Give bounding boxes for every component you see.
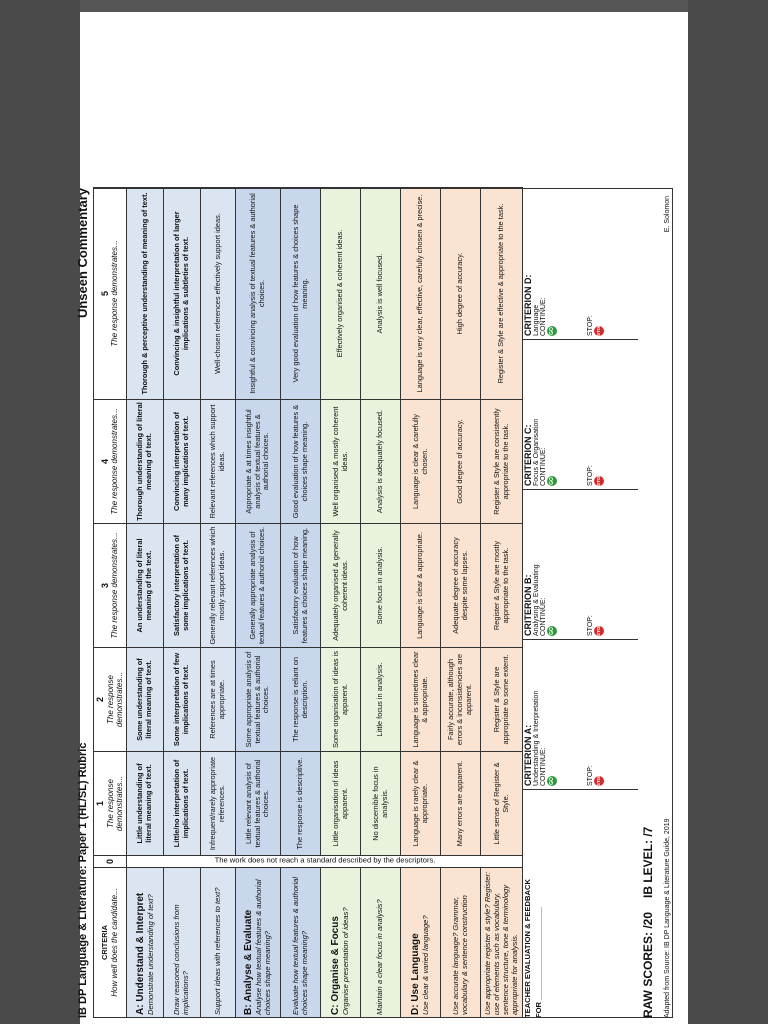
criterion-c-q1 [361,868,401,1018]
stop-label: STOP: [587,465,594,486]
criterion-c-desc: Organise presentation of ideas? [341,907,350,1015]
author-note: E. Solomon [664,196,671,233]
cell: Some focus in analysis. [361,524,401,648]
cell: Satisfactory interpretation of some implications of text. [164,524,201,648]
stop-icon: STOP [594,326,604,336]
cell: Some appropriate analysis of textual features & authorial choices. [236,648,281,752]
cell: Generally relevant references which mostly support ideas. [201,524,236,648]
go-icon: GO [549,327,555,335]
level-5-header [94,188,127,400]
cell: Register & Style are mostly appropriate to the task. [481,524,523,648]
cell: Little organisation of ideas apparent. [321,752,361,856]
cell: Language is very clear, effective, carefully chosen & precise. [401,188,441,400]
stop-icon: STOP [594,476,604,486]
go-icon: GO [549,627,555,635]
criteria-header [94,868,127,1018]
criterion-d-heading: D: Use Language [410,933,422,1015]
cell: The response is reliant on description. [281,648,321,752]
level-2-header [94,648,127,752]
question-text: Use appropriate register & style? Register: use of elements such as vocabulary, sentence structure, tone & terminology appropriate for analysis. [482,871,519,1015]
demonstrates-text: The response demonstrates... [105,671,125,728]
criterion-a-q1 [164,868,201,1018]
criterion-box-sub: Language [533,304,540,336]
continue-label: CONTINUE: [540,297,547,336]
level-0-header [94,856,127,868]
criterion-d-desc: Use clear & varied language? [421,915,430,1015]
criterion-box-title: CRITERION D: [523,274,533,336]
level-4: 4 [99,459,110,465]
level-5: 5 [99,291,110,297]
teacher-feedback: TEACHER EVALUATION & FEEDBACK FOR ______________________ [523,798,543,1018]
source-note: Adapted from Source: IB DP Language & Literature Guide, 2019 [664,818,671,1018]
stop-label: STOP: [587,315,594,336]
cell: The response is descriptive. [281,752,321,856]
cell: Good degree of accuracy. [441,400,481,524]
cell: Register & Style are consistently appropriate to the task. [481,400,523,524]
row-a1 [127,188,164,1018]
cell: Some understanding of literal meaning of text. [127,648,164,752]
cell: Language is rarely clear & appropriate. [401,752,441,856]
row-a3 [201,188,236,1018]
cell: Infrequent/rarely appropriate references. [201,752,236,856]
criterion-box-sub: Focus & Organisation [533,418,540,486]
criterion-a-box [523,645,638,790]
row-c1 [321,188,361,1018]
level-3: 3 [99,583,110,589]
header-row [94,188,127,1018]
criteria-sub: How well does the candidate... [109,888,119,997]
level-4-header [94,400,127,524]
stop-icon: STOP [594,626,604,636]
criterion-d-q1 [441,868,481,1018]
row-d3 [481,188,523,1018]
stop-label: STOP: [587,765,594,786]
cell: Analysis is adequately focused. [361,400,401,524]
question-text: Evaluate how textual features & authorial choices shape meaning? [290,876,309,1015]
demonstrates-text: The response demonstrates... [110,240,120,347]
rubric-table [93,187,523,1018]
cell: Little understanding of literal meaning of text. [127,752,164,856]
cell: Satisfactory evaluation of how features & choices shape meaning. [281,524,321,648]
criterion-a-q2 [201,868,236,1018]
level-2: 2 [95,697,105,703]
cell: Many errors are apparent. [441,752,481,856]
feedback-section [523,188,673,1018]
go-icon: GO [549,777,555,785]
cell: Analysis is well focused. [361,188,401,400]
continue-label: CONTINUE: [540,747,547,786]
level-1-header [94,752,127,856]
go-icon: GO [549,477,555,485]
criterion-box-sub: Analysing & Evaluating [533,564,540,636]
cell: Relevant references which support ideas. [201,400,236,524]
cell: Convincing & insightful interpretation of larger implications & subtleties of text. [164,188,201,400]
criterion-b-heading: B: Analyse & Evaluate [243,909,255,1015]
cell: Some organisation of ideas is apparent. [321,648,361,752]
criterion-a-heading: A: Understand & Interpret [134,892,146,1015]
level-0: 0 [104,859,115,865]
level-1: 1 [95,801,105,807]
criterion-d-q2 [481,868,523,1018]
criterion-box-title: CRITERION C: [523,424,533,486]
cell: Convincing interpretation of many implications of text. [164,400,201,524]
cell: Adequately organised & generally coherent ideas. [321,524,361,648]
cell: Little sense of Register & Style. [481,752,523,856]
row-b1 [236,188,281,1018]
question-text: Maintain a clear focus in analysis? [375,899,385,1015]
demonstrates-text: The response demonstrates... [110,532,120,639]
cell: Fairly accurate, although errors & inconsistencies are apparent. [441,648,481,752]
question-text: Support ideas with references to text? [212,887,222,1015]
criterion-b-title [236,868,281,1018]
level-0-column [127,856,523,868]
ib-level: IB LEVEL: /7 [641,826,655,898]
cell: Appropriate & at times insightful analysis of textual features & authorial choices. [236,400,281,524]
cell: Some interpretation of few implications of text. [164,648,201,752]
stop-label: STOP: [587,615,594,636]
cell: Adequate degree of accuracy despite some lapses. [441,524,481,648]
cell: Language is sometimes clear & appropriate. [401,648,441,752]
cell: Insightful & convincing analysis of textual features & authorial choices. [236,188,281,400]
level-0-text: The work does not reach a standard described by the descriptors. [214,856,435,866]
cell: Good evaluation of how features & choices shape meaning. [281,400,321,524]
question-text: Draw reasoned conclusions from implications? [172,904,191,1015]
cell: Effectively organised & coherent ideas. [321,188,361,400]
criterion-c-title [321,868,361,1018]
row-a2 [164,188,201,1018]
cell: No discernible focus in analysis. [361,752,401,856]
document-page [75,12,688,1024]
teacher-feedback-title: TEACHER EVALUATION & FEEDBACK [523,879,532,1018]
cell: Well-chosen references effectively support ideas. [201,188,236,400]
demonstrates-text: The response demonstrates... [110,408,120,515]
for-label: FOR [534,1001,543,1018]
rotated-content [75,188,683,1018]
continue-label: CONTINUE: [540,447,547,486]
cell: Language is clear & carefully chosen. [401,400,441,524]
cell: References are at times appropriate. [201,648,236,752]
left-dark-margin [0,0,80,1024]
cell: Very good evaluation of how features & choices shape meaning. [281,188,321,400]
row-d2 [441,188,481,1018]
cell: Little relevant analysis of textual features & authorial choices. [236,752,281,856]
cell: Language is clear & appropriate. [401,524,441,648]
cell: Little focus in analysis. [361,648,401,752]
row-d1 [401,188,441,1018]
criterion-d-title [401,868,441,1018]
cell: Little/no interpretation of implications of text. [164,752,201,856]
raw-scores: RAW SCORES: /20 [641,911,655,1018]
right-dark-margin [688,0,768,1024]
doc-subtitle: Unseen Commentary [75,188,90,319]
criterion-b-q1 [281,868,321,1018]
level-3-header [94,524,127,648]
criterion-box-sub: Understanding & Interpretation [533,690,540,786]
criterion-d-box [523,195,638,340]
criteria-label: CRITERIA [99,925,109,960]
cell: High degree of accuracy. [441,188,481,400]
cell: An understanding of literal meaning of the text. [127,524,164,648]
criterion-b-box [523,495,638,640]
criterion-box-title: CRITERION B: [523,574,533,636]
row-b2 [281,188,321,1018]
cell: Thorough & perceptive understanding of meaning of text. [127,188,164,400]
row-c2 [361,188,401,1018]
criterion-a-desc: Demonstrate understanding of text? [145,894,155,1015]
demonstrates-text: The response demonstrates... [105,775,125,832]
cell: Register & Style are effective & appropriate to the task. [481,188,523,400]
criterion-box-title: CRITERION A: [523,724,533,786]
question-text: Use accurate language? Grammar, vocabulary & sentence construction [450,895,469,1015]
criterion-b-desc: Analyse how textual features & authorial choices shape meaning? [254,879,272,1015]
criterion-a-title [127,868,164,1018]
cell: Thorough understanding of literal meaning of text. [127,400,164,524]
top-dark-bar [80,0,688,12]
doc-title: IB DP Language & Literature: Paper 1 (HL/SL) Rubric [77,742,89,1018]
cell: Well organised & mostly coherent ideas. [321,400,361,524]
cell: Generally appropriate analysis of textual features & authorial choices. [236,524,281,648]
criterion-c-box [523,345,638,490]
criterion-c-heading: C: Organise & Focus [330,916,342,1015]
stop-icon: STOP [594,776,604,786]
continue-label: CONTINUE: [540,597,547,636]
cell: Register & Style are appropriate to some extent. [481,648,523,752]
